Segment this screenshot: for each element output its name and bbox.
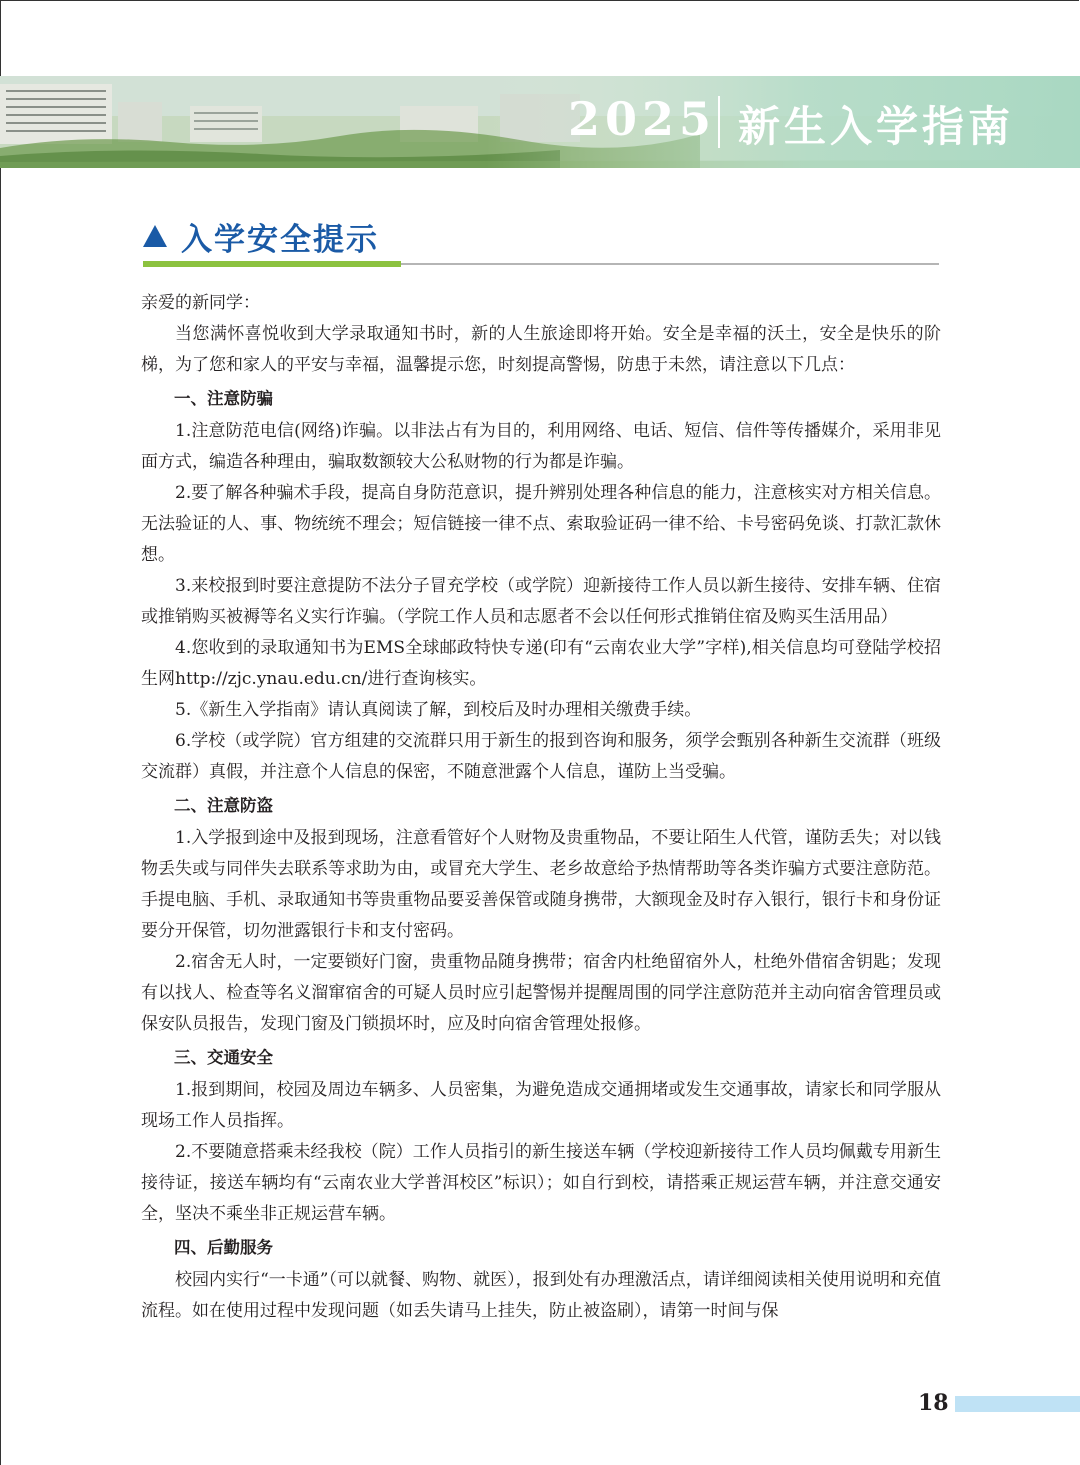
paragraph: 4.您收到的录取通知书为EMS全球邮政特快专递(印有“云南农业大学”字样),相关信息均可登陆学校招生网http://zjc.ynau.edu.cn/进行查询核实。 (141, 638, 941, 689)
intro-paragraph: 当您满怀喜悦收到大学录取通知书时，新的人生旅途即将开始。安全是幸福的沃土，安全是快乐的阶梯，为了您和家人的平安与幸福，温馨提示您，时刻提高警惕，防患于未然，请注意以下几点： (141, 324, 941, 375)
paragraph: 1.注意防范电信(网络)诈骗。以非法占有为目的，利用网络、电话、短信、信件等传播媒介，采用非见面方式，编造各种理由，骗取数额较大公私财物的行为都是诈骗。 (141, 421, 941, 472)
section-heading: 二、注意防盗 (174, 796, 273, 815)
greeting: 亲爱的新同学： (141, 293, 260, 313)
header-title: 新生入学指南 (738, 102, 1015, 151)
triangle-icon (143, 225, 167, 247)
header-banner (0, 76, 1080, 168)
page-number-bar (955, 1396, 1080, 1412)
paragraph: 1.报到期间，校园及周边车辆多、人员密集，为避免造成交通拥堵或发生交通事故，请家长和同学服从现场工作人员指挥。 (141, 1080, 941, 1131)
header-year: 2025 (568, 92, 717, 146)
page-number: 18 (918, 1390, 949, 1416)
paragraph: 3.来校报到时要注意提防不法分子冒充学校（或学院）迎新接待工作人员以新生接待、安排车辆、住宿或推销购买被褥等名义实行诈骗。（学院工作人员和志愿者不会以任何形式推销住宿及购买生活用品） (141, 576, 941, 627)
header-divider (718, 96, 720, 148)
section-heading: 一、注意防骗 (174, 389, 273, 408)
section-header (143, 214, 379, 258)
section-heading: 三、交通安全 (174, 1048, 273, 1067)
section-rule-accent (143, 261, 401, 267)
paragraph: 6.学校（或学院）官方组建的交流群只用于新生的报到咨询和服务，须学会甄别各种新生交流群（班级交流群）真假，并注意个人信息的保密，不随意泄露个人信息，谨防上当受骗。 (141, 731, 941, 782)
paragraph: 2.不要随意搭乘未经我校（院）工作人员指引的新生接送车辆（学校迎新接待工作人员均佩戴专用新生接待证，接送车辆均有“云南农业大学普洱校区”标识）；如自行到校，请搭乘正规运营车辆，并注意交通安全，坚决不乘坐非正规运营车辆。 (141, 1142, 941, 1224)
paragraph: 2.宿舍无人时，一定要锁好门窗，贵重物品随身携带；宿舍内杜绝留宿外人，杜绝外借宿舍钥匙；发现有以找人、检查等名义溜窜宿舍的可疑人员时应引起警惕并提醒周围的同学注意防范并主动向宿舍管理员或保安队员报告，发现门窗及门锁损坏时，应及时向宿舍管理处报修。 (141, 952, 941, 1034)
section-heading: 四、后勤服务 (174, 1238, 273, 1257)
article-body (141, 288, 941, 1327)
paragraph: 2.要了解各种骗术手段，提高自身防范意识，提升辨别处理各种信息的能力，注意核实对方相关信息。无法验证的人、事、物统统不理会；短信链接一律不点、索取验证码一律不给、卡号密码免谈、打款汇款休想。 (141, 483, 941, 565)
section-title: 入学安全提示 (181, 221, 379, 258)
paragraph: 校园内实行“一卡通”（可以就餐、购物、就医），报到处有办理激活点，请详细阅读相关使用说明和充值流程。如在使用过程中发现问题（如丢失请马上挂失，防止被盗刷），请第一时间与保 (141, 1270, 941, 1321)
paragraph: 1.入学报到途中及报到现场，注意看管好个人财物及贵重物品，不要让陌生人代管，谨防丢失；对以钱物丢失或与同伴失去联系等求助为由，或冒充大学生、老乡故意给予热情帮助等各类诈骗方式要注意防范。手提电脑、手机、录取通知书等贵重物品要妥善保管或随身携带，大额现金及时存入银行，银行卡和身份证要分开保管，切勿泄露银行卡和支付密码。 (141, 828, 941, 941)
paragraph: 5.《新生入学指南》请认真阅读了解，到校后及时办理相关缴费手续。 (175, 700, 702, 720)
